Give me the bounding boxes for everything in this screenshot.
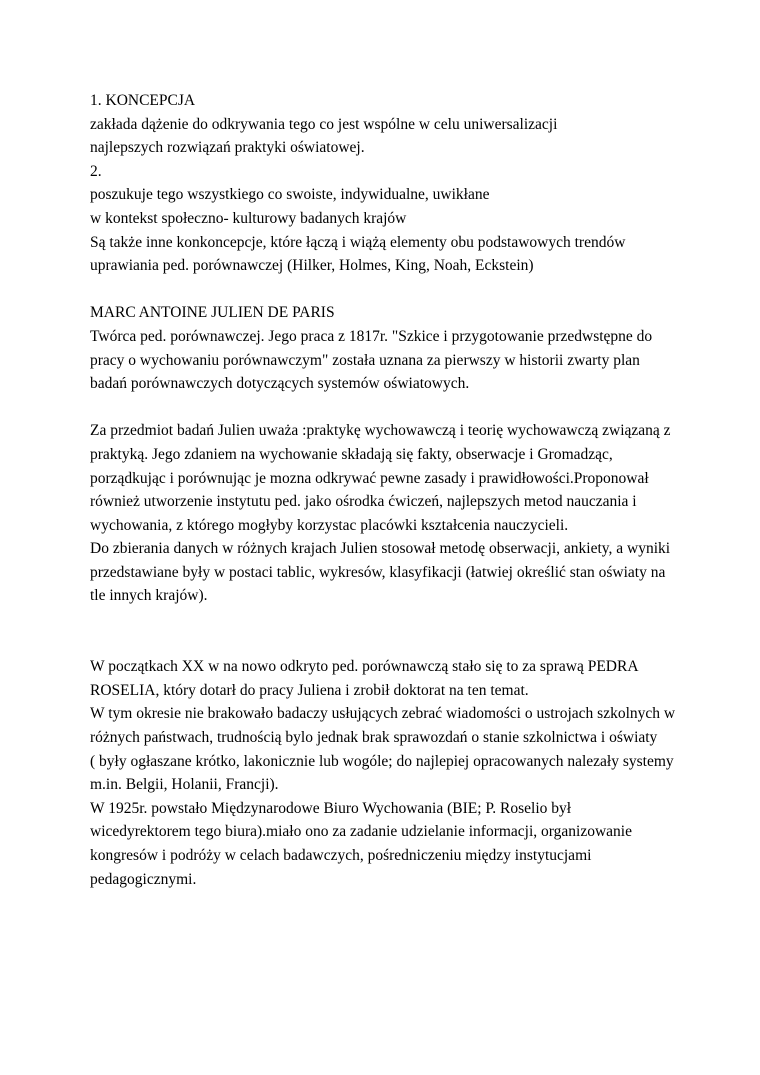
section-przedmiot [90,419,690,608]
blank-line [90,632,690,656]
section-xx-century [90,655,690,891]
section-julien [90,301,690,395]
paragraph-line: W początkach XX w na nowo odkryto ped. porównawczą stało się to za sprawą PEDRA [90,658,639,676]
paragraph-line: W tym okresie nie brakowało badaczy usłujących zebrać wiadomości o ustrojach szkolnych w [90,705,676,723]
paragraph-line: Są także inne konkoncepcje, które łączą i wiążą elementy obu podstawowych trendów [90,233,626,251]
paragraph-line: pracy o wychowaniu porównawczym" została uznana za pierwszy w historii zwarty plan [90,351,640,369]
paragraph-line: Za przedmiot badań Julien uważa :praktykę wychowawczą i teorię wychowawczą związaną z [90,422,671,440]
paragraph-line: pedagogicznymi. [90,870,197,888]
heading-julien: MARC ANTOINE JULIEN DE PARIS [90,304,335,322]
heading-koncepcja: 1. KONCEPCJA [90,92,196,109]
paragraph-line: kongresów i podróży w celach badawczych, pośredniczeniu między instytucjami [90,847,592,864]
paragraph-line: tle innych krajów). [90,587,208,605]
paragraph-line: również utworzenie instytutu ped. jako ośrodka ćwiczeń, najlepszych metod nauczania i [90,493,637,511]
paragraph-line: ROSELIA, który dotarł do pracy Juliena i zrobił doktorat na ten temat. [90,681,529,699]
paragraph-line: Twórca ped. porównawczej. Jego praca z 1817r. "Szkice i przygotowanie przedwstępne do [90,327,653,345]
section-koncepcja [90,89,690,278]
paragraph-line: porządkując i porównując je mozna odkrywać pewne zasady i prawidłowości.Proponował [90,469,649,487]
paragraph-line: różnych państwach, trudnością bylo jednak brak sprawozdań o stanie szkolnictwa i oświaty [90,729,658,747]
paragraph-line: w kontekst społeczno- kulturowy badanych krajów [90,209,407,227]
paragraph-line: W 1925r. powstało Międzynarodowe Biuro Wychowania (BIE; P. Roselio był [90,799,572,817]
paragraph-line: najlepszych rozwiązań praktyki oświatowej. [90,139,365,157]
document-body [90,89,690,891]
paragraph-line: praktyką. Jego zdaniem na wychowanie składają się fakty, obserwacje i Gromadząc, [90,445,613,463]
paragraph-line: zakłada dążenie do odkrywania tego co jest wspólne w celu uniwersalizacji [90,115,558,133]
paragraph-line: przedstawiane były w postaci tablic, wykresów, klasyfikacji (łatwiej określić stan oświaty na [90,563,666,581]
blank-line [90,608,690,632]
blank-line [90,396,690,420]
list-number: 2. [90,162,102,180]
paragraph-line: Do zbierania danych w różnych krajach Julien stosował metodę obserwacji, ankiety, a wyniki [90,540,671,558]
blank-line [90,278,690,302]
paragraph-line: m.in. Belgii, Holanii, Francji). [90,776,279,794]
paragraph-line: wicedyrektorem tego biura).miało ono za zadanie udzielanie informacji, organizowanie [90,823,632,841]
paragraph-line: ( były ogłaszane krótko, lakonicznie lub wogóle; do najlepiej opracowanych nalezały systemy [90,752,674,770]
paragraph-line: wychowania, z którego mogłyby korzystac placówki kształcenia nauczycieli. [90,516,569,534]
paragraph-line: badań porównawczych dotyczących systemów oświatowych. [90,375,470,393]
paragraph-line: poszukuje tego wszystkiego co swoiste, indywidualne, uwikłane [90,186,490,204]
paragraph-line: uprawiania ped. porównawczej (Hilker, Holmes, King, Noah, Eckstein) [90,257,534,275]
